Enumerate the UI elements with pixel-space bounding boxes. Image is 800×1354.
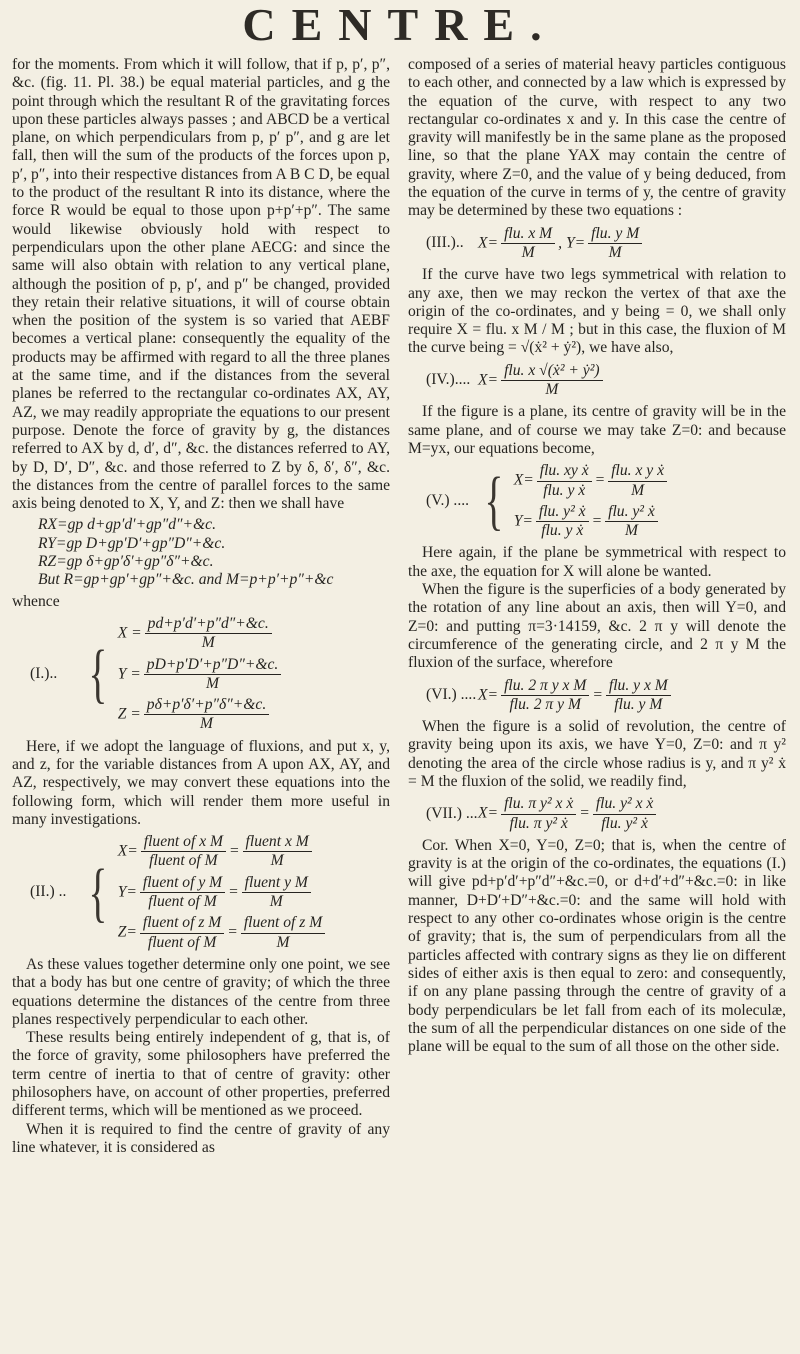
left-column <box>12 56 390 1157</box>
paragraph: If the figure is a plane, its centre of gravity will be in the same plane, and of course we may take Z=0: and because M=yx, our equations become, <box>408 403 786 457</box>
equation-row: Y = $\frac{pD+p'D'+p''D''+\&c.}{M}$ <box>118 656 285 694</box>
equation-label: (VII.) ... <box>426 804 478 822</box>
equation-row: Y= $\frac{\text{flu. y² ẋ}}{\text{flu. y ẋ}}$ = $\frac{\text{flu. y² ẋ}}{M}$ <box>514 503 670 541</box>
equation-system-I <box>30 615 390 734</box>
equation-row: X = $\frac{pd+p'd'+p''d''+\&c.}{M}$ <box>118 615 285 653</box>
paragraph: Here again, if the plane be symmetrical with respect to the axe, the equation for X will alone be wanted. <box>408 544 786 580</box>
equation: RZ=gp δ+gp′δ′+gp″δ″+&c. <box>38 553 214 571</box>
paragraph: for the moments. From which it will follow, that if p, p′, p″, &c. (fig. 11. Pl. 38.) be equal material particles, and g the point through which the resultant R of the gravitating forces upon these particles always passes ; and ABCD be a vertical plane, on which perpendiculars from p, p′ p″, and g are let fall, then will the sum of the products of the forces upon p, p′, p″, into their respective distances from A B C D, be equal to the product of the resultant R into its distance, where the force R would be equal to those upon p+p′+p″. The same would likewise obviously hold with respect to perpendiculars upon the other plane AECG: and since the same will also obtain with relation to any vertical plane, although the position of p, p′, and p″ be changed, provided they retain their relative situations, it will of course obtain when the position of the system is so varied that AEBF becomes a vertical plane: consequently the equality of the products may be affirmed with regard to all the three planes at the same time, and if the distances from the several planes be referred to the rectangular co-ordinates AX, AY, AZ, we may readily appropriate the equations to our present purpose. Denote the force of gravity by g, the distances referred to AX by d, d′, d″, &c. the distances referred to AY, by D, D′, D″, &c. and those referred to Z by δ, δ′, δ″, &c. the distances from the centre of parallel forces to the same axis being denoted to X, Y, and Z: then we shall have <box>12 56 390 513</box>
equation: But R=gp+gp′+gp″+&c. and M=p+p′+p″+&c <box>38 571 334 589</box>
paragraph: When the figure is the superficies of a body generated by the rotation of any line about an axis, then will Y=0, and Z=0: and putting π=3·14159, &c. 2 π y will denote the circumference of the generating circle, and 2 π y M the fluxion of the surface, wherefore <box>408 581 786 672</box>
equation-row: Y= $\frac{\text{fluent of y M}}{\text{fluent of M}}$ = $\frac{\text{fluent y M}}{M}$ <box>118 874 329 912</box>
brace-icon: { <box>484 464 504 538</box>
equation-label: (VI.) .... <box>426 686 477 704</box>
equation-row: X= $\frac{\text{fluent of x M}}{\text{fluent of M}}$ = $\frac{\text{fluent x M}}{M}$ <box>118 833 329 871</box>
equation-label: (III.).. <box>426 234 464 252</box>
equation-label: (V.) .... <box>426 492 470 510</box>
paragraph: These results being entirely independent of g, that is, of the force of gravity, some philosophers have preferred the term centre of inertia to that of centre of gravity: other philosophers have, on account of other properties, preferred different terms, which will be mentioned as we proceed. <box>12 1029 390 1120</box>
paragraph: When the figure is a solid of revolution, the centre of gravity being upon its axis, we have Y=0, Z=0: and π y² denoting the area of the circle whose radius is y, and π y² ẋ = M the fluxion of the solid, we readily find, <box>408 718 786 790</box>
equation-label: (II.) .. <box>30 883 67 901</box>
equation-IV: (IV.).... X= $\frac{\text{flu. x √(ẋ² + ẏ²)}}{M}$ <box>426 362 786 400</box>
equation-system-II <box>30 833 390 952</box>
whence-label: whence <box>12 592 60 610</box>
equation-row: Z= $\frac{\text{fluent of z M}}{\text{fluent of M}}$ = $\frac{\text{fluent of z M}}{M}$ <box>118 914 329 952</box>
equation: RX=gp d+gp′d′+gp″d″+&c. <box>38 516 216 534</box>
paragraph: If the curve have two legs symmetrical with relation to any axe, then we may reckon the vertex of that axe the origin of the co-ordinates, and y being = 0, we shall only require X = flu. x M / M ; but in this case, the fluxion of M the curve being = √(ẋ² + ẏ²), we have also, <box>408 266 786 357</box>
paragraph: composed of a series of material heavy particles contiguous to each other, and connected by a law which is expressed by the equation of the curve, with respect to any two rectangular co-ordinates x and y. In this case the centre of gravity will manifestly be in the same plane as the proposed line, so that the plane YAX may contain the centre of gravity, where Z=0, and the value of y being deduced, from the equation of the curve in terms of y, the centre of gravity may be determined by these two equations : <box>408 56 786 220</box>
paragraph: Here, if we adopt the language of fluxions, and put x, y, and z, for the variable distances from A upon AX, AY, and AZ, respectively, we may convert these equations into the following form, which will render them more useful in many investigations. <box>12 737 390 828</box>
paragraph: When it is required to find the centre of gravity of any line whatever, it is considered as <box>12 1120 390 1156</box>
brace-icon: { <box>88 855 108 929</box>
equation-VI: (VI.) .... X= $\frac{\text{flu. 2 π y x M}}{\text{flu. 2 π y M}}$ = $\frac{\text{flu. y x M}}{\text{flu. y M}}$ <box>426 677 786 715</box>
equation-label: (IV.).... <box>426 371 471 389</box>
equation-row: X= $\frac{\text{flu. xy ẋ}}{\text{flu. y ẋ}}$ = $\frac{\text{flu. x y ẋ}}{M}$ <box>514 462 670 500</box>
moment-equations <box>38 516 390 589</box>
page-header: CENTRE. <box>242 0 558 50</box>
equation-label: (I.).. <box>30 665 58 683</box>
equation-system-V <box>426 462 786 540</box>
equation-row: Z = $\frac{p\delta+p'\delta'+p''\delta''+\&c.}{M}$ <box>118 696 285 734</box>
paragraph: Cor. When X=0, Y=0, Z=0; that is, when the centre of gravity is at the origin of the co-ordinates, the equations (I.) will give pd+p′d′+p″d″+&c.=0, or d+d′+d″+&c.=0: in like manner, D+D′+D″+&c.=0: and the same will hold with respect to any other co-ordinates whose origin is the centre of gravity; that is, the sum of perpendiculars from all the particles affected with contrary signs as they lie on different sides of either axis is then equal to zero: and consequently, if on any plane passing through the centre of gravity of a body perpendiculars be let fall from each of its moleculæ, the sum of all the perpendicular distances on one side of the plane will be equal to the sum of all those on the other side. <box>408 836 786 1056</box>
brace-icon: { <box>88 637 108 711</box>
equation: RY=gp D+gp′D′+gp″D″+&c. <box>38 534 226 552</box>
equation-III: (III.).. X= $\frac{\text{flu. x M}}{M}$ , Y= $\frac{\text{flu. y M}}{M}$ <box>426 225 786 263</box>
paragraph: As these values together determine only one point, we see that a body has but one centre of gravity; of which the three equations determine the distances of the centre from three planes respectively perpendicular to each other. <box>12 955 390 1028</box>
equation-VII: (VII.) ... X= $\frac{\text{flu. π y² x ẋ}}{\text{flu. π y² ẋ}}$ = $\frac{\text{flu. y² x ẋ}}{\text{flu. y² ẋ}}$ <box>426 795 786 833</box>
right-column <box>408 56 786 1056</box>
